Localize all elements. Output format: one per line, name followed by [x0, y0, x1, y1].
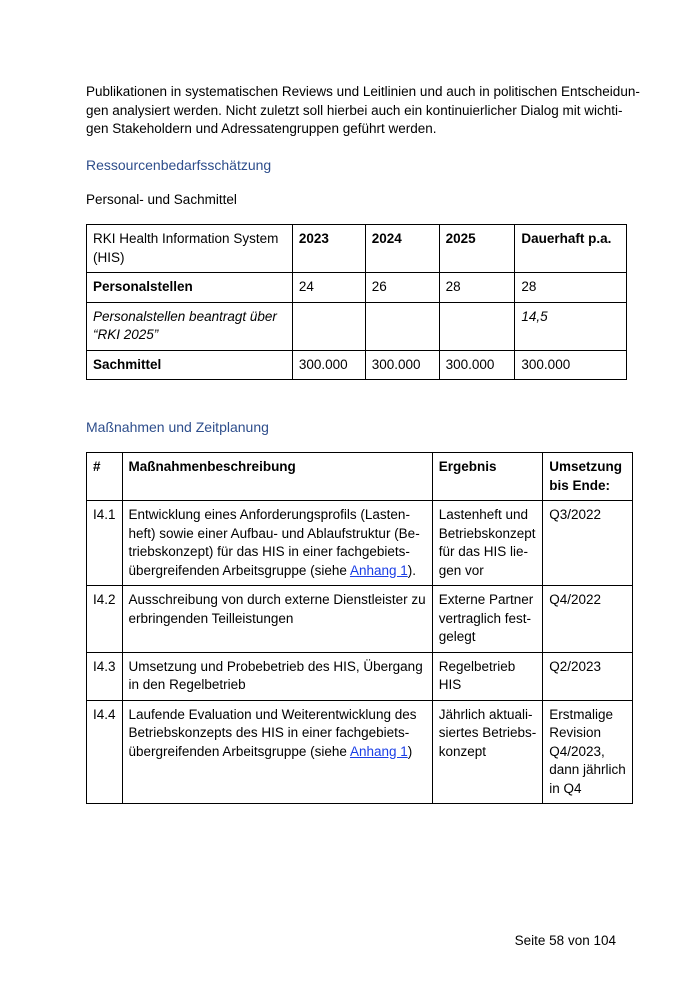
- page-number: Seite 58 von 104: [514, 933, 616, 948]
- header-col-permanent: Dauerhaft p.a.: [515, 225, 627, 273]
- table-cell: [439, 302, 515, 350]
- table-cell: [365, 302, 439, 350]
- measure-result: Regelbetrieb HIS: [432, 652, 543, 700]
- table-header-row: [87, 225, 627, 273]
- row-label: Sachmittel: [87, 350, 293, 380]
- table-cell: 28: [439, 273, 515, 303]
- table-cell: 300.000: [365, 350, 439, 380]
- measure-result: Jährlich aktuali- siertes Betriebs- konzept: [432, 700, 543, 804]
- table-cell: 28: [515, 273, 627, 303]
- table-cell: 300.000: [515, 350, 627, 380]
- table-row: [87, 652, 633, 700]
- intro-line: gen Stakeholdern und Adressatengruppen geführt werden.: [86, 121, 437, 136]
- header-description: Maßnahmenbeschreibung: [122, 453, 432, 501]
- measure-num: I4.1: [87, 501, 123, 586]
- measure-description: Umsetzung und Probebetrieb des HIS, Übergang in den Regelbetrieb: [122, 652, 432, 700]
- table-row: [87, 273, 627, 303]
- intro-paragraph: [86, 83, 640, 139]
- table-row: [87, 586, 633, 653]
- table-cell: 26: [365, 273, 439, 303]
- table-row: [87, 700, 633, 804]
- header-label-cell: RKI Health Information System (HIS): [87, 225, 293, 273]
- header-col-2023: 2023: [292, 225, 365, 273]
- table-row: [87, 350, 627, 380]
- row-label: Personalstellen: [87, 273, 293, 303]
- table-cell: 300.000: [439, 350, 515, 380]
- row-label: Personalstellen beantragt über “RKI 2025”: [87, 302, 293, 350]
- measures-table: [86, 452, 633, 804]
- annex-link[interactable]: Anhang 1: [349, 743, 408, 759]
- section-heading-measures: Maßnahmen und Zeitplanung: [86, 419, 269, 435]
- measure-deadline: Q2/2023: [543, 652, 633, 700]
- table-cell: 24: [292, 273, 365, 303]
- measure-num: I4.4: [87, 700, 123, 804]
- header-col-2024: 2024: [365, 225, 439, 273]
- measure-deadline: Q3/2022: [543, 501, 633, 586]
- measure-deadline: Q4/2022: [543, 586, 633, 653]
- measure-result: Lastenheft und Betriebskonzept für das HIS lie- gen vor: [432, 501, 543, 586]
- measure-description: Laufende Evaluation und Weiterentwicklung des Betriebskonzepts des HIS in einer fachgebiets- übergreifenden Arbeitsgruppe (siehe Anhang 1): [122, 700, 432, 804]
- measure-num: I4.2: [87, 586, 123, 653]
- table-row: [87, 501, 633, 586]
- measure-deadline: Erstmalige Revision Q4/2023, dann jährlich in Q4: [543, 700, 633, 804]
- measure-num: I4.3: [87, 652, 123, 700]
- header-result: Ergebnis: [432, 453, 543, 501]
- table-header-row: [87, 453, 633, 501]
- table-cell: 14,5: [515, 302, 627, 350]
- annex-link[interactable]: Anhang 1: [349, 562, 408, 578]
- header-deadline: Umsetzung bis Ende:: [543, 453, 633, 501]
- section-heading-resources: Ressourcenbedarfsschätzung: [86, 157, 272, 173]
- measure-description: Ausschreibung von durch externe Dienstleister zu erbringenden Teilleistungen: [122, 586, 432, 653]
- subheading-personnel-materials: Personal- und Sachmittel: [86, 192, 237, 207]
- intro-line: Publikationen in systematischen Reviews und Leitlinien und auch in politischen Entscheidun-: [86, 84, 640, 99]
- table-cell: 300.000: [292, 350, 365, 380]
- measure-description: Entwicklung eines Anforderungsprofils (Lasten- heft) sowie einer Aufbau- und Ablaufstruktur (Be- triebskonzept) für das HIS in einer fachgebiets- übergreifenden Arbeitsgruppe (siehe Anhang 1).: [122, 501, 432, 586]
- intro-line: gen analysiert werden. Nicht zuletzt soll hierbei auch ein kontinuierlicher Dialog mit wichti-: [86, 102, 623, 118]
- table-cell: [292, 302, 365, 350]
- header-num: #: [87, 453, 123, 501]
- resource-table: [86, 224, 627, 380]
- table-row: [87, 302, 627, 350]
- measure-result: Externe Partner vertraglich fest- gelegt: [432, 586, 543, 653]
- header-col-2025: 2025: [439, 225, 515, 273]
